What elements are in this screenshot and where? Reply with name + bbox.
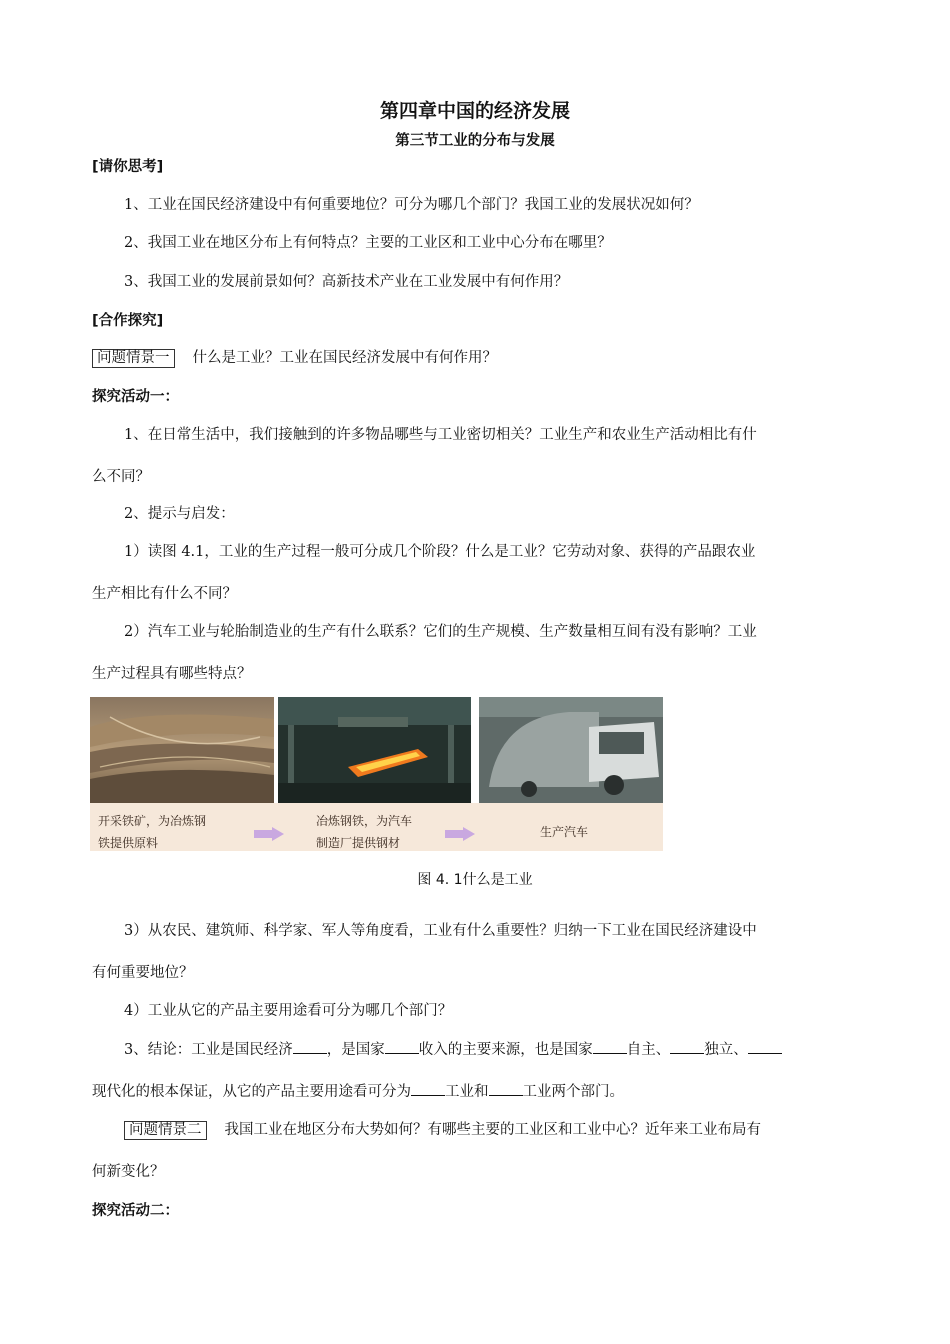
conclusion-line-1 [124, 1038, 782, 1059]
conclusion-text-c: 收入的主要来源，也是国家 [418, 1042, 593, 1058]
conclusion-line-2 [92, 1080, 624, 1101]
point-3-line-2: 有何重要地位？ [92, 965, 194, 981]
conclusion-text-d: 自主、 [626, 1042, 671, 1058]
photo-iron-mine [90, 697, 274, 803]
page-subtitle: 第三节工业的分布与发展 [395, 133, 555, 149]
point-3-line-1: 3）从农民、建筑师、科学家、军人等角度看，工业有什么重要性？归纳一下工业在国民经济建设中 [124, 923, 757, 939]
activity-2-heading: 探究活动二： [92, 1203, 179, 1219]
fill-blank[interactable] [385, 1041, 419, 1054]
activity-1-line-2: 么不同？ [92, 469, 150, 485]
conclusion-text-f: 现代化的根本保证，从它的产品主要用途看可分为 [92, 1084, 411, 1100]
activity-1-point-1-line-2: 生产相比有什么不同？ [92, 586, 237, 602]
question-1: 1、工业在国民经济建设中有何重要地位？可分为哪几个部门？我国工业的发展状况如何？ [124, 197, 699, 213]
scenario-1-label: 问题情景一 [92, 349, 175, 368]
conclusion-text-e: 独立、 [704, 1042, 748, 1058]
fill-blank[interactable] [593, 1041, 627, 1054]
question-3: 3、我国工业的发展前景如何？高新技术产业在工业发展中有何作用？ [124, 274, 569, 290]
figure-label-2-line-1: 冶炼钢铁，为汽车 [316, 814, 413, 828]
figure-industry-process [90, 697, 663, 851]
section-heading-explore: [合作探究] [92, 313, 164, 329]
figure-caption: 图 4. 1什么是工业 [417, 872, 533, 888]
conclusion-text-a: 3、结论：工业是国民经济 [124, 1042, 293, 1058]
figure-label-1-line-2: 铁提供原料 [98, 836, 159, 850]
scenario-2 [124, 1118, 761, 1140]
conclusion-text-h: 工业两个部门。 [522, 1084, 624, 1100]
scenario-1 [92, 346, 497, 368]
photo-steel-mill [278, 697, 471, 803]
arrow-right-icon [445, 827, 475, 841]
page-title: 第四章中国的经济发展 [379, 100, 570, 122]
conclusion-text-g: 工业和 [445, 1084, 489, 1100]
point-4: 4）工业从它的产品主要用途看可分为哪几个部门？ [124, 1003, 453, 1019]
fill-blank[interactable] [670, 1041, 704, 1054]
figure-label-3: 生产汽车 [540, 825, 589, 839]
photo-car-factory [479, 697, 663, 803]
question-2: 2、我国工业在地区分布上有何特点？主要的工业区和工业中心分布在哪里？ [124, 235, 612, 251]
figure-label-1-line-1: 开采铁矿，为冶炼钢 [98, 814, 207, 828]
fill-blank[interactable] [293, 1041, 327, 1054]
section-heading-think: [请你思考] [92, 159, 164, 175]
fill-blank[interactable] [411, 1083, 445, 1096]
activity-1-point-2-line-1: 2）汽车工业与轮胎制造业的生产有什么联系？它们的生产规模、生产数量相互间有没有影响？工业 [124, 624, 757, 640]
fill-blank[interactable] [748, 1041, 782, 1054]
scenario-2-text: 我国工业在地区分布大势如何？有哪些主要的工业区和工业中心？近年来工业布局有 [224, 1122, 761, 1138]
figure-label-2-line-2: 制造厂提供钢材 [316, 836, 401, 850]
activity-1-line-1: 1、在日常生活中，我们接触到的许多物品哪些与工业密切相关？工业生产和农业生产活动相比有什 [124, 427, 757, 443]
scenario-2-line-2: 何新变化？ [92, 1164, 165, 1180]
activity-1-point-1-line-1: 1）读图 4.1，工业的生产过程一般可分成几个阶段？什么是工业？它劳动对象、获得的产品跟农业 [124, 544, 756, 560]
scenario-1-text: 什么是工业？工业在国民经济发展中有何作用？ [192, 350, 497, 366]
activity-1-heading: 探究活动一： [92, 389, 179, 405]
activity-1-point-2-line-2: 生产过程具有哪些特点？ [92, 666, 252, 682]
activity-1-hint: 2、提示与启发： [124, 506, 235, 522]
scenario-2-label: 问题情景二 [124, 1121, 207, 1140]
fill-blank[interactable] [489, 1083, 523, 1096]
conclusion-text-b: ，是国家 [326, 1042, 385, 1058]
arrow-right-icon [254, 827, 284, 841]
